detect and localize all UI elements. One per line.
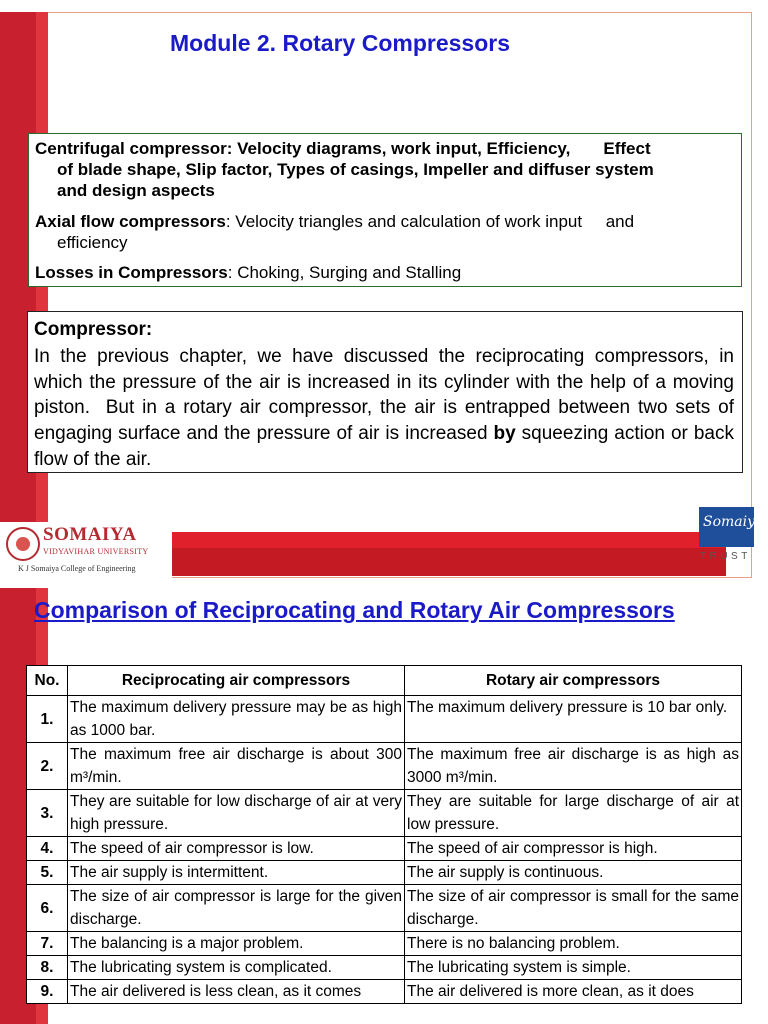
rotary-cell: They are suitable for large discharge of air at low pressure. — [405, 790, 742, 837]
rotary-cell: The air delivered is more clean, as it does — [405, 980, 742, 1004]
table-row — [27, 696, 742, 743]
table-row — [27, 837, 742, 861]
slide-border — [0, 12, 752, 578]
logo-college: K J Somaiya College of Engineering — [18, 564, 136, 573]
row-number: 8. — [27, 956, 68, 980]
rotary-cell: The maximum delivery pressure is 10 bar only. — [405, 696, 742, 743]
trust-signature: Somaiya — [703, 514, 764, 530]
rotary-cell: The speed of air compressor is high. — [405, 837, 742, 861]
compressor-text-part2: squeezing action or back flow of the air. — [34, 423, 734, 470]
table-row — [27, 790, 742, 837]
reciprocating-cell: The lubricating system is complicated. — [68, 956, 405, 980]
compressor-text-bold: by — [493, 423, 516, 445]
compressor-heading: Compressor: — [34, 319, 153, 340]
row-number: 9. — [27, 980, 68, 1004]
row-number: 1. — [27, 696, 68, 743]
topics-box — [28, 133, 742, 287]
reciprocating-cell: The speed of air compressor is low. — [68, 837, 405, 861]
topic-axial-heading: Axial flow compressors — [35, 212, 226, 231]
topic-losses-heading: Losses in Compressors — [35, 263, 228, 282]
table-row — [27, 956, 742, 980]
rotary-cell: There is no balancing problem. — [405, 932, 742, 956]
table-row — [27, 980, 742, 1004]
topic-centrifugal-line1: Centrifugal compressor: Velocity diagrams, work input, Efficiency, Effect — [35, 139, 651, 158]
rotary-cell: The maximum free air discharge is as high as 3000 m³/min. — [405, 743, 742, 790]
header-rotary: Rotary air compressors — [405, 666, 742, 696]
table-row — [27, 885, 742, 932]
topic-centrifugal-line3: and design aspects — [57, 181, 215, 200]
table-row — [27, 861, 742, 885]
row-number: 7. — [27, 932, 68, 956]
table-row — [27, 743, 742, 790]
reciprocating-cell: The maximum delivery pressure may be as high as 1000 bar. — [68, 696, 405, 743]
header-no: No. — [27, 666, 68, 696]
logo-name: SOMAIYA — [43, 524, 137, 545]
row-number: 6. — [27, 885, 68, 932]
topic-losses-text: : Choking, Surging and Stalling — [227, 263, 462, 282]
topic-axial-text: : Velocity triangles and calculation of work input and — [225, 212, 635, 231]
comparison-title: Comparison of Reciprocating and Rotary Air Compressors — [34, 597, 675, 623]
rotary-cell: The size of air compressor is small for the same discharge. — [405, 885, 742, 932]
header-reciprocating: Reciprocating air compressors — [68, 666, 405, 696]
topic-centrifugal-line2: of blade shape, Slip factor, Types of casings, Impeller and diffuser system — [57, 160, 654, 179]
rotary-cell: The air supply is continuous. — [405, 861, 742, 885]
somaiya-seal-icon — [6, 527, 40, 561]
topic-losses — [35, 262, 461, 283]
table-row — [27, 932, 742, 956]
row-number: 4. — [27, 837, 68, 861]
topic-axial — [35, 211, 634, 232]
reciprocating-cell: The air supply is intermittent. — [68, 861, 405, 885]
row-number: 5. — [27, 861, 68, 885]
compressor-definition-box — [27, 311, 743, 473]
footer-dark-band — [172, 548, 726, 576]
reciprocating-cell: The maximum free air discharge is about 300 m³/min. — [68, 743, 405, 790]
reciprocating-cell: The balancing is a major problem. — [68, 932, 405, 956]
footer-red-band — [172, 532, 726, 548]
reciprocating-cell: The size of air compressor is large for the given discharge. — [68, 885, 405, 932]
comparison-table — [26, 665, 742, 1004]
slide-title: Module 2. Rotary Compressors — [170, 30, 510, 56]
reciprocating-cell: They are suitable for low discharge of air at very high pressure. — [68, 790, 405, 837]
compressor-text-part1: In the previous chapter, we have discussed the reciprocating compressors, in which the pressure of the air is increased in its cylinder with the help of a moving piston. But in a rotary air compressor, the air is entrapped between two sets of engaging surface and the pressure of air is increased — [34, 346, 740, 445]
table-header-row — [27, 666, 742, 696]
compressor-paragraph — [34, 344, 740, 473]
reciprocating-cell: The air delivered is less clean, as it comes — [68, 980, 405, 1004]
trust-label: TRUST — [700, 551, 751, 562]
rotary-cell: The lubricating system is simple. — [405, 956, 742, 980]
row-number: 3. — [27, 790, 68, 837]
logo-university: VIDYAVIHAR UNIVERSITY — [43, 547, 149, 556]
row-number: 2. — [27, 743, 68, 790]
topic-axial-continued: efficiency — [57, 233, 128, 252]
